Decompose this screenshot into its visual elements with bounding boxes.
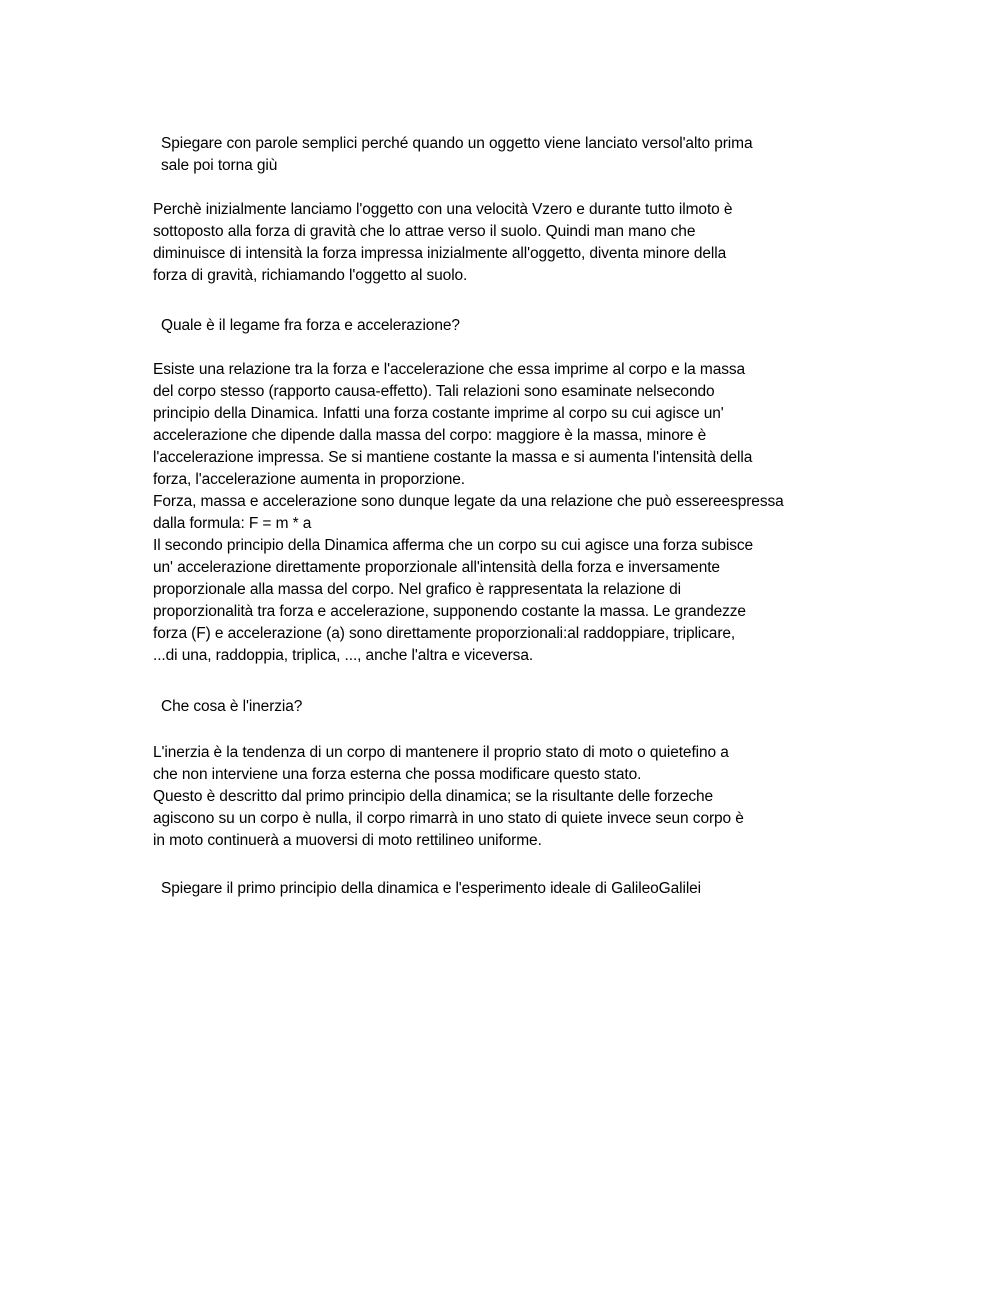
answer-2-line-2: del corpo stesso (rapporto causa-effetto). Tali relazioni sono esaminate nelsecondo [153, 383, 715, 400]
answer-3-line-2: che non interviene una forza esterna che possa modificare questo stato. [153, 766, 642, 783]
question-4-line-1: Spiegare il primo principio della dinamica e l'esperimento ideale di GalileoGalilei [161, 880, 702, 897]
question-2 [161, 315, 841, 337]
answer-2-line-9: Il secondo principio della Dinamica afferma che un corpo su cui agisce una forza subisce [153, 537, 754, 554]
answer-2-line-6: forza, l'accelerazione aumenta in proporzione. [153, 471, 465, 488]
question-3 [161, 696, 841, 718]
answer-1-line-1: Perchè inizialmente lanciamo l'oggetto con una velocità Vzero e durante tutto ilmoto è [153, 201, 733, 218]
answer-3 [153, 742, 853, 852]
answer-2-line-5: l'accelerazione impressa. Se si mantiene costante la massa e si aumenta l'intensità della [153, 449, 753, 466]
question-3-line-1: Che cosa è l'inerzia? [161, 698, 303, 715]
answer-2-line-1: Esiste una relazione tra la forza e l'accelerazione che essa imprime al corpo e la massa [153, 361, 746, 378]
answer-2-line-10: un' accelerazione direttamente proporzionale all'intensità della forza e inversamente [153, 559, 720, 576]
answer-2-line-4: accelerazione che dipende dalla massa del corpo: maggiore è la massa, minore è [153, 427, 707, 444]
answer-1-line-4: forza di gravità, richiamando l'oggetto al suolo. [153, 267, 468, 284]
question-1-line-2: sale poi torna giù [161, 157, 278, 174]
answer-2-line-11: proporzionale alla massa del corpo. Nel grafico è rappresentata la relazione di [153, 581, 682, 598]
answer-1-line-3: diminuisce di intensità la forza impressa inizialmente all'oggetto, diventa minore della [153, 245, 727, 262]
answer-2-line-3: principio della Dinamica. Infatti una forza costante imprime al corpo su cui agisce un' [153, 405, 724, 422]
answer-3-line-3: Questo è descritto dal primo principio della dinamica; se la risultante delle forzeche [153, 788, 714, 805]
question-1-line-1: Spiegare con parole semplici perché quando un oggetto viene lanciato versol'alto prima [161, 135, 753, 152]
answer-2-line-8: dalla formula: F = m * a [153, 515, 312, 532]
question-4 [161, 878, 841, 900]
answer-2-line-7: Forza, massa e accelerazione sono dunque legate da una relazione che può essereespressa [153, 493, 784, 510]
answer-2-line-13: forza (F) e accelerazione (a) sono direttamente proporzionali:al raddoppiare, triplicare, [153, 625, 736, 642]
answer-2-line-14: ...di una, raddoppia, triplica, ..., anche l'altra e viceversa. [153, 647, 534, 664]
answer-3-line-4: agiscono su un corpo è nulla, il corpo rimarrà in uno stato di quiete invece seun corpo è [153, 810, 744, 827]
answer-2-line-12: proporzionalità tra forza e accelerazione, supponendo costante la massa. Le grandezze [153, 603, 746, 620]
answer-1-line-2: sottoposto alla forza di gravità che lo attrae verso il suolo. Quindi man mano che [153, 223, 696, 240]
question-1 [161, 133, 841, 177]
answer-2 [153, 359, 853, 667]
answer-3-line-5: in moto continuerà a muoversi di moto rettilineo uniforme. [153, 832, 542, 849]
answer-1 [153, 199, 853, 287]
question-2-line-1: Quale è il legame fra forza e accelerazione? [161, 317, 460, 334]
answer-3-line-1: L'inerzia è la tendenza di un corpo di mantenere il proprio stato di moto o quietefino a [153, 744, 729, 761]
